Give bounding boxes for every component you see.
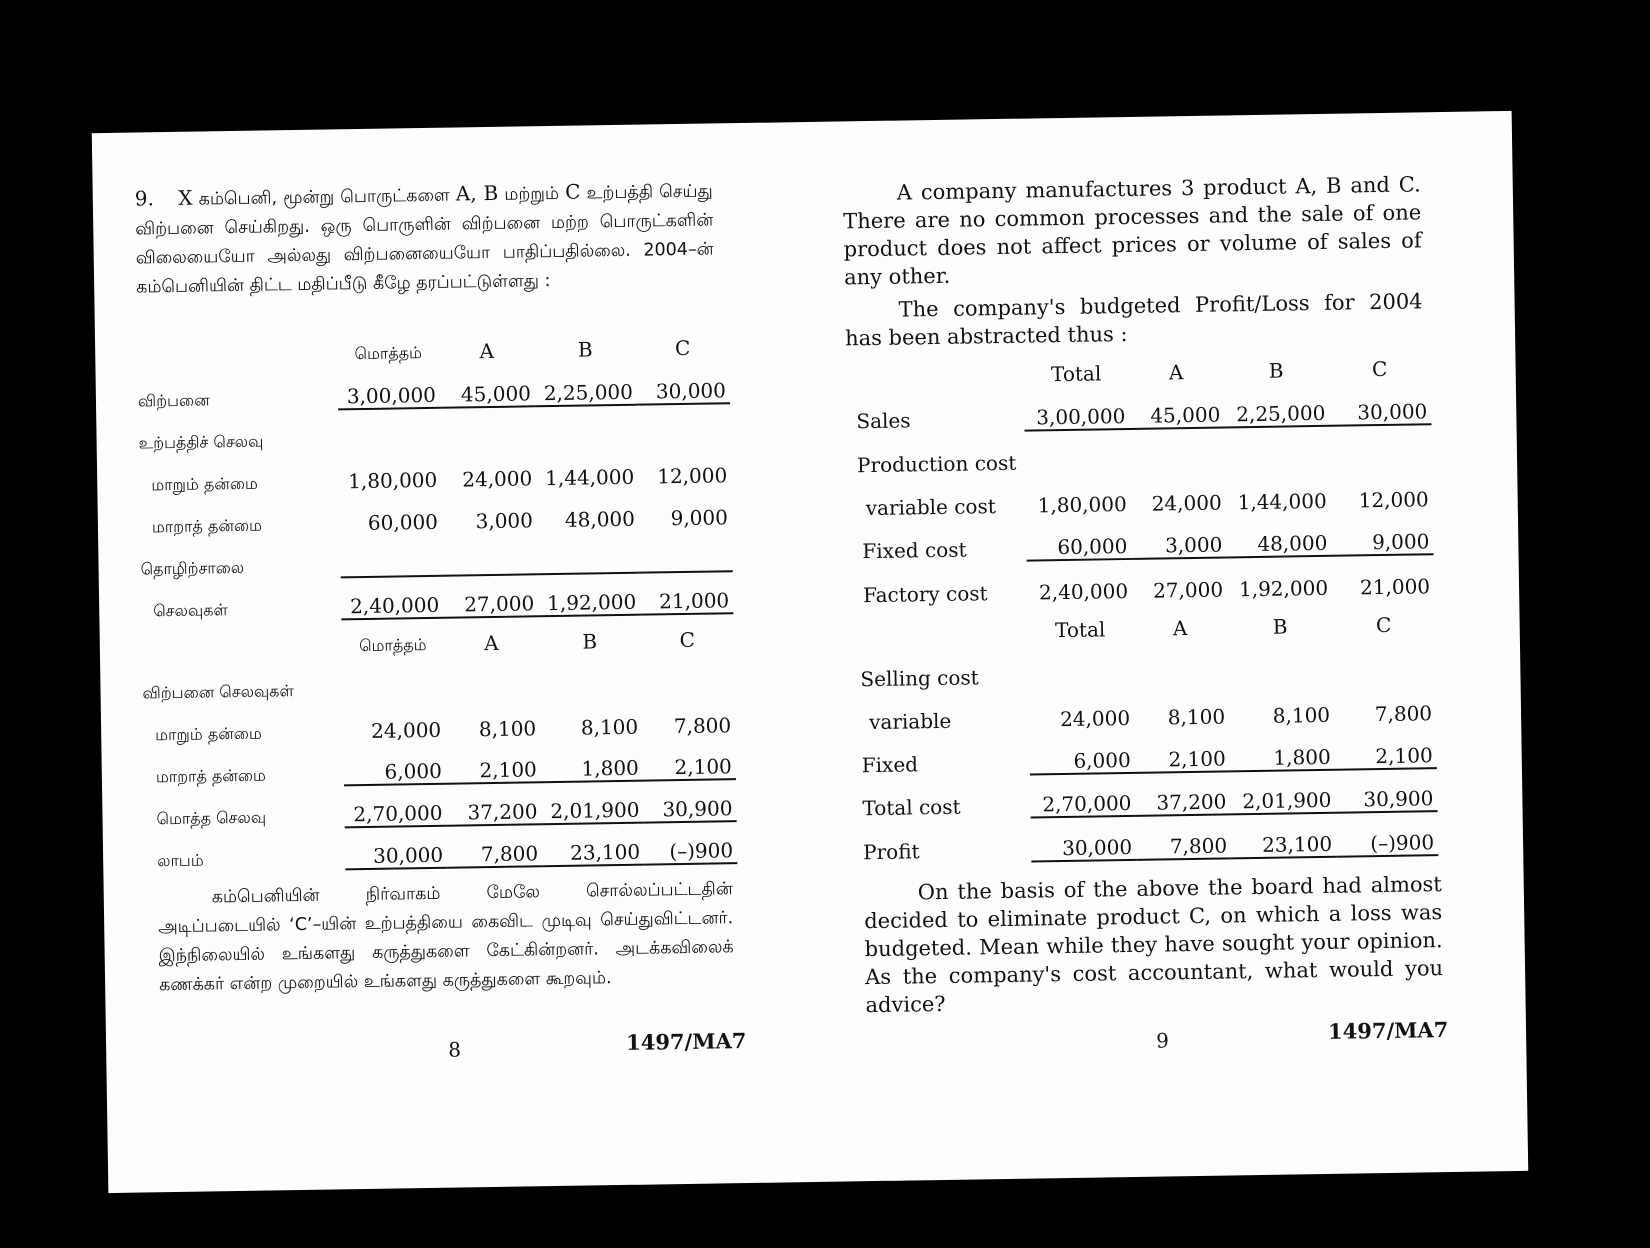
cell: 1,80,000 (348, 467, 438, 494)
cell: 30,000 (345, 826, 448, 870)
cell: 23,100 (1231, 813, 1337, 859)
intro-text-1: கம்பெனி, மூன்று பொருட்களை (198, 185, 450, 210)
cell: 1,92,000 (538, 573, 641, 617)
row-label: Fixed (861, 752, 919, 778)
cell: 2,25,000 (1224, 382, 1330, 428)
col-b: B (582, 629, 598, 654)
col-c: C (674, 335, 691, 361)
cell: 9,000 (670, 505, 729, 531)
col-total: மொத்தம் (354, 343, 423, 364)
budget-table-tamil-2 (141, 615, 737, 873)
cell: 30,900 (1335, 768, 1438, 813)
cell: 1,80,000 (1037, 492, 1127, 518)
cell: 21,000 (1359, 574, 1431, 600)
scanned-sheet (92, 111, 1528, 1193)
col-a: A (483, 630, 499, 656)
company-x: X (178, 185, 193, 210)
cell: 2,100 (1334, 725, 1437, 770)
paper-code-left: 1497/MA7 (625, 1028, 747, 1055)
cell: 3,000 (475, 508, 534, 534)
cell: 21,000 (640, 571, 734, 614)
col-a: A (1172, 616, 1188, 641)
cell: 24,000 (371, 717, 442, 743)
col-total: Total (1054, 617, 1106, 643)
cell: 1,92,000 (1238, 575, 1329, 602)
intro-rest: உற்பத்தி செய்து விற்பனை செய்கிறது. ஒரு பொருளின் விற்பனை மற்ற பொருட்களின் விலையையோ அல்லது விற்பனையையோ பாதிப்பதில்லை. 2004–ன் கம்பெனியின் திட்ட மதிப்பீடு கீழே தரப்பட்டுள்ளது : (135, 181, 714, 298)
right-page (842, 112, 1464, 1181)
col-a: A (1168, 360, 1184, 385)
cell: 2,100 (445, 740, 541, 783)
cell: (–)900 (644, 821, 738, 864)
row-label: variable cost (865, 494, 996, 521)
col-total: Total (1050, 361, 1102, 387)
cell: 37,200 (1135, 771, 1231, 815)
cell: 7,800 (1136, 814, 1232, 859)
row-label: variable (868, 708, 952, 735)
closing-paragraph-english: On the basis of the above the board had almost decided to eliminate product C, on which a loss was budgeted. Mean while they have sought your opinion. As the company's cost accountant, what would you advice? (864, 872, 1444, 1018)
cell: 48,000 (564, 506, 636, 532)
row-label: Profit (862, 839, 920, 865)
row-label: Production cost (856, 450, 1017, 478)
cell: 12,000 (657, 463, 728, 489)
cell: 2,01,900 (1230, 770, 1336, 815)
cell: 45,000 (439, 362, 535, 407)
row-label: விற்பனை (137, 390, 210, 411)
col-c: C (679, 627, 696, 653)
left-page (134, 123, 756, 1192)
cell: 8,100 (478, 716, 537, 742)
budget-table-english-2 (859, 598, 1438, 865)
col-a: A (479, 338, 495, 364)
col-b: B (577, 337, 593, 362)
row-label: லாபம் (157, 850, 204, 871)
row-label: செலவுகள் (153, 600, 228, 621)
cell: 30,000 (1031, 816, 1137, 862)
row-label: மாறும் தன்மை (151, 473, 258, 495)
budget-table-tamil-1 (137, 319, 734, 623)
cell: 24,000 (1151, 490, 1222, 516)
cell: 9,000 (1331, 511, 1434, 556)
col-c: C (1371, 356, 1388, 382)
cell: 48,000 (1226, 513, 1332, 558)
cell: 1,44,000 (544, 464, 635, 491)
cell: 6,000 (343, 742, 446, 786)
row-label: மாறாத் தன்மை (151, 515, 263, 537)
row-label: Fixed cost (862, 537, 967, 564)
row-label: Selling cost (860, 665, 979, 692)
cell: 7,800 (1374, 701, 1433, 727)
row-label: Sales (856, 408, 911, 434)
cell: 8,100 (1167, 704, 1226, 730)
cell: 2,01,900 (541, 781, 644, 825)
cell: 27,000 (1152, 577, 1224, 603)
cell: (–)900 (1336, 811, 1439, 857)
cell: 23,100 (542, 823, 645, 867)
budget-intro-english: The company's budgeted Profit/Loss for 2004 has been abstracted thus : (844, 289, 1423, 351)
intro-text-2: A, B (455, 180, 499, 206)
paper-code-right: 1497/MA7 (1327, 1017, 1449, 1044)
cell: 3,00,000 (337, 364, 440, 410)
row-label: மொத்த செலவு (156, 807, 267, 829)
row-label: Factory cost (862, 581, 988, 608)
closing-paragraph-tamil: கம்பெனியின் நிர்வாகம் மேலே சொல்லப்பட்டதின் அடிப்படையில் ‘C’–யின் உற்பத்தியை கைவிட முடிவு செய்துவிட்டனர். இந்நிலையில் உங்களது கருத்துகளை கேட்கின்றனர். அடக்கவிலைக் கணக்கர் என்ற முறையில் உங்களது கருத்துகளை கூறவும். (158, 879, 734, 996)
cell: 37,200 (446, 782, 542, 825)
cell: 30,900 (643, 779, 737, 822)
row-label: மாறும் தன்மை (155, 723, 262, 745)
cell: 6,000 (1029, 730, 1135, 775)
cell: 2,40,000 (341, 576, 444, 620)
col-b: B (1268, 358, 1284, 383)
cell: 60,000 (367, 509, 439, 535)
row-label: மாறாத் தன்மை (155, 765, 266, 787)
cell: 30,000 (636, 359, 730, 404)
intro-text-3: மற்றும் (504, 183, 560, 205)
intro-text-4: C (564, 179, 581, 204)
cell: 8,100 (580, 714, 639, 740)
row-label: Total cost (862, 794, 961, 821)
cell: 1,44,000 (1237, 488, 1327, 515)
cell: 2,70,000 (344, 784, 447, 828)
cell: 3,000 (1131, 514, 1227, 558)
cell: 2,100 (642, 737, 736, 780)
table-row (863, 811, 1439, 864)
cell: 1,800 (1229, 727, 1335, 772)
cell: 8,100 (1272, 702, 1331, 728)
cell: 24,000 (462, 466, 533, 492)
col-b: B (1272, 614, 1288, 639)
question-number: 9. (134, 186, 155, 211)
cell: 45,000 (1129, 383, 1225, 428)
question-intro-english: A company manufactures 3 product A, B and C. There are no common processes and the sale of one product does not affect prices or volume of sales of any other. (843, 172, 1422, 290)
row-label: தொழிற்சாலை (140, 557, 245, 579)
cell: 12,000 (1358, 487, 1429, 513)
cell: 30,000 (1329, 380, 1432, 426)
row-label: உற்பத்திச் செலவு (138, 431, 264, 453)
cell: 1,800 (540, 739, 643, 783)
cell: 2,40,000 (1038, 578, 1129, 605)
col-total: மொத்தம் (358, 635, 427, 656)
col-c: C (1375, 612, 1392, 638)
cell: 27,000 (443, 574, 539, 617)
cell: 2,70,000 (1030, 773, 1136, 818)
row-label: விற்பனை செலவுகள் (142, 681, 295, 703)
cell: 3,00,000 (1024, 385, 1130, 431)
budget-table-english-1 (855, 340, 1434, 607)
cell: 7,800 (447, 824, 543, 867)
page-number-right: 9 (1155, 1028, 1170, 1053)
cell: 2,100 (1134, 728, 1230, 772)
cell: 7,800 (673, 713, 732, 739)
cell: 2,25,000 (534, 361, 637, 407)
page-number-left: 8 (448, 1037, 462, 1062)
cell: 24,000 (1059, 705, 1131, 732)
cell: 60,000 (1026, 516, 1132, 561)
question-intro-tamil (135, 175, 715, 302)
